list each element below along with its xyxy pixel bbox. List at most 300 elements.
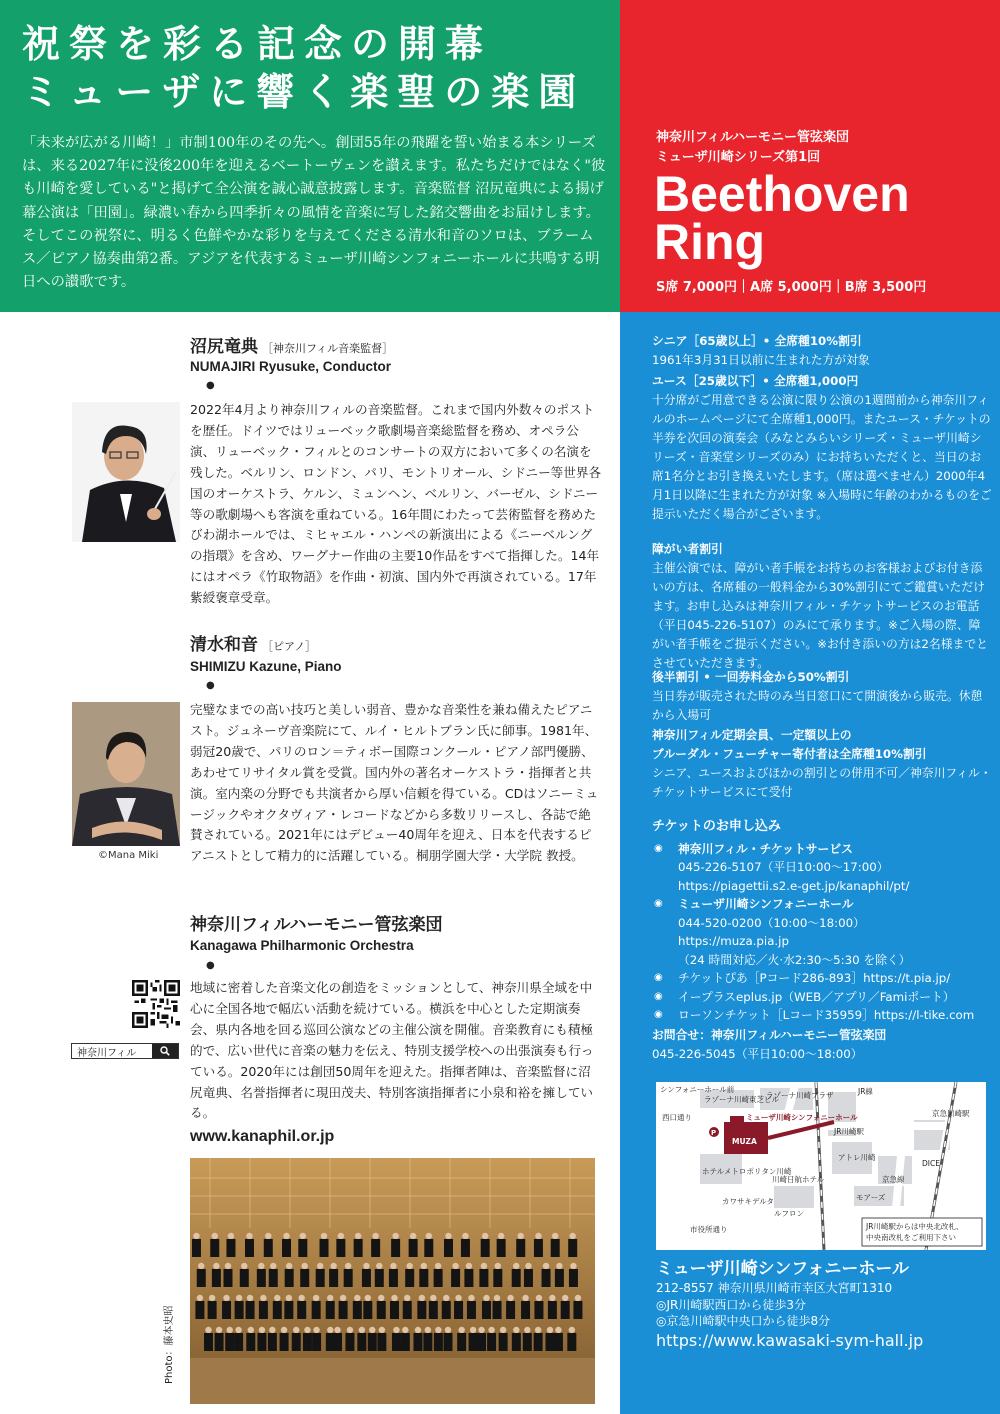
musician-figure <box>467 1301 476 1319</box>
map-label: 川崎日航ホテル <box>772 1175 825 1184</box>
musician-figure <box>248 1327 254 1333</box>
musician-figure <box>512 1333 521 1351</box>
musician-figure <box>354 1295 360 1301</box>
musician-figure <box>458 1327 464 1333</box>
musician-figure <box>197 1295 203 1301</box>
musician-figure <box>451 1269 460 1287</box>
musician-figure <box>234 1333 243 1351</box>
musician-figure <box>410 1233 416 1239</box>
musician-figure <box>321 1233 327 1239</box>
conductor-name-ja: 沼尻竜典 <box>190 337 258 357</box>
musician-figure <box>434 1269 443 1287</box>
musician-figure <box>457 1333 466 1351</box>
musician-figure <box>477 1333 486 1351</box>
musician-figure <box>444 1333 453 1351</box>
disability-discount <box>652 540 992 673</box>
musician-figure <box>334 1327 340 1333</box>
musician-figure <box>379 1327 385 1333</box>
musician-figure <box>247 1295 253 1301</box>
outlet-pia[interactable]: ◉ チケットぴあ［Pコード286-893］https://t.pia.jp/ <box>652 969 992 988</box>
musician-figure <box>313 1327 319 1333</box>
svg-text:P: P <box>711 1129 717 1137</box>
musician-figure <box>269 1327 275 1333</box>
musician-figure <box>500 1327 506 1333</box>
musician-figure <box>534 1301 543 1319</box>
venue-name: ミューザ川崎シンフォニーホール <box>656 1259 910 1279</box>
outlet-muza-note: （24 時間対応／火·水2:30〜5:30 を除く） <box>678 952 911 967</box>
map-note-line: 中央南改札をご利用下さい <box>866 1233 956 1242</box>
ticket-info-panel <box>620 312 1000 1414</box>
musician-figure <box>435 1263 441 1269</box>
outlet-kanaphil-url[interactable]: https://piagettii.s2.e-get.jp/kanaphil/pt/ <box>678 878 910 893</box>
musician-figure <box>259 1301 268 1319</box>
musician-figure <box>547 1327 553 1333</box>
orchestra-photo-credit: Photo：藤本史昭 <box>164 1305 175 1384</box>
musician-figure <box>257 1333 266 1351</box>
musician-figure <box>283 1233 289 1239</box>
concert-title-line-2: Ring <box>654 214 766 270</box>
musician-figure <box>470 1327 476 1333</box>
musician-figure <box>555 1327 561 1333</box>
musician-figure <box>506 1301 515 1319</box>
musician-figure <box>369 1327 375 1333</box>
musician-figure <box>390 1301 399 1319</box>
musician-figure <box>259 1327 265 1333</box>
musician-figure <box>405 1269 414 1287</box>
musician-figure <box>297 1301 306 1319</box>
musician-figure <box>274 1295 280 1301</box>
outlet-eplus[interactable]: ◉ イープラスeplus.jp（WEB／アプリ／Famiポート） <box>652 988 992 1007</box>
ticket-outlets <box>652 818 992 1025</box>
musician-figure <box>488 1327 494 1333</box>
musician-figure <box>392 1333 401 1351</box>
musician-figure <box>442 1301 451 1319</box>
member-discount-text: シニア、ユースおよびほかの割引との併用不可／神奈川フィル・チケットサービスにて受付 <box>652 766 992 799</box>
member-discount-title-2: ブルーダル・フューチャー寄付者は全席種10%割引 <box>652 747 927 761</box>
musician-figure <box>216 1327 222 1333</box>
late-entry-discount-title: 後半割引 • 一回券料金から50%割引 <box>652 670 850 684</box>
orchestra-website[interactable]: www.kanaphil.or.jp <box>190 1128 335 1145</box>
musician-figure <box>368 1333 377 1351</box>
musician-figure <box>543 1263 549 1269</box>
outlet-muza-url[interactable]: https://muza.pia.jp <box>678 934 789 948</box>
musician-figure <box>209 1295 215 1301</box>
musician-figure <box>524 1269 533 1287</box>
map-label: ミューザ川崎シンフォニーホール <box>746 1113 858 1122</box>
musician-figure <box>212 1233 218 1239</box>
musician-figure <box>498 1233 504 1239</box>
musician-figure <box>391 1295 397 1301</box>
late-entry-discount <box>652 668 992 725</box>
musician-figure <box>327 1327 333 1333</box>
musician-figure <box>363 1263 369 1269</box>
pianist-role: ［ピアノ］ <box>262 640 317 653</box>
musician-figure <box>376 1263 382 1269</box>
musician-figure <box>452 1263 458 1269</box>
musician-figure <box>245 1239 254 1257</box>
musician-figure <box>478 1327 484 1333</box>
musician-figure <box>434 1333 443 1351</box>
musician-figure <box>345 1263 351 1269</box>
musician-figure <box>377 1301 386 1319</box>
musician-figure <box>570 1263 576 1269</box>
ticket-outlets-title: チケットのお申し込み <box>652 819 781 834</box>
outlet-lawson[interactable]: ◉ ローソンチケット［Lコード35959］https://l-tike.com <box>652 1006 992 1025</box>
map-label: 西口通り <box>662 1113 692 1122</box>
musician-figure <box>303 1333 312 1351</box>
musician-figure <box>445 1233 451 1239</box>
musician-figure <box>524 1327 530 1333</box>
pianist-photo <box>72 702 180 846</box>
musician-figure <box>347 1327 353 1333</box>
musician-figure <box>286 1263 292 1269</box>
musician-figure <box>300 1269 309 1287</box>
musician-figure <box>195 1301 204 1319</box>
senior-discount <box>652 332 992 370</box>
musician-figure <box>338 1233 344 1239</box>
musician-figure <box>320 1239 329 1257</box>
musician-figure <box>549 1295 555 1301</box>
musician-figure <box>487 1333 496 1351</box>
outlet-kanaphil-tel[interactable]: 045-226-5107（平日10:00〜17:00） <box>678 860 889 874</box>
senior-discount-text: 1961年3月31日以前に生まれた方が対象 <box>652 353 870 367</box>
musician-figure <box>285 1269 294 1287</box>
musician-figure <box>522 1295 528 1301</box>
musician-figure <box>330 1263 336 1269</box>
pianist-bio: 完璧なまでの高い技巧と美しい弱音、豊かな音楽性を兼ね備えたピアニスト。ジュネーヴ音楽院にて、ルイ・ヒルトブラン氏に師事。1981年、弱冠20歳で、パリのロン＝ティボー国際コンクール・ピアノ部門優勝、あわせてリサイタル賞を受賞。国内外の著名オーケストラ・指揮者と共演。室内楽の分野でも共演者から厚い信頼を得ている。CDはソニーミュージックやオクタヴィア・レコードなどから多数リリースし、各誌で絶賛されている。2021年にはデビュー40周年を迎え、日本を代表するピアニストとして精力的に活躍している。桐朋学園大学・大学院 教授。 <box>190 702 599 864</box>
musician-figure <box>302 1263 308 1269</box>
outlet-kanaphil <box>652 840 992 896</box>
musician-figure <box>213 1263 219 1269</box>
conductor-role: ［神奈川フィル音楽監督］ <box>262 342 394 355</box>
musician-figure <box>518 1233 524 1239</box>
musician-figure <box>340 1295 346 1301</box>
musician-figure <box>421 1263 427 1269</box>
access-map <box>656 1082 986 1250</box>
bullet-icon: ● <box>206 680 215 691</box>
musician-figure <box>469 1333 478 1351</box>
musician-figure <box>304 1327 310 1333</box>
musician-figure <box>403 1301 412 1319</box>
musician-figure <box>241 1263 247 1269</box>
inquiries-tel[interactable]: 045-226-5045（平日10:00〜18:00） <box>652 1047 863 1061</box>
musician-figure <box>461 1239 470 1257</box>
musician-figure <box>208 1301 217 1319</box>
musician-figure <box>240 1269 249 1287</box>
pianist-name-en: SHIMIZU Kazune, Piano <box>190 659 342 674</box>
pianist-photo-credit: ©Mana Miki <box>98 850 159 861</box>
map-label: カワサキデルタ <box>722 1197 774 1206</box>
venue-url[interactable]: https://www.kawasaki-sym-hall.jp <box>656 1330 924 1350</box>
musician-figure <box>521 1301 530 1319</box>
musician-figure <box>246 1301 255 1319</box>
member-discount-title-1: 神奈川フィル定期会員、一定額以上の <box>652 728 852 742</box>
pianist-name <box>190 630 316 655</box>
musician-figure <box>281 1327 287 1333</box>
musician-figure <box>225 1263 231 1269</box>
musician-figure <box>415 1327 421 1333</box>
musician-figure <box>516 1239 525 1257</box>
musician-figure <box>198 1263 204 1269</box>
musician-figure <box>273 1301 282 1319</box>
orchestra-name: 神奈川フィルハーモニー管弦楽団 <box>190 915 443 935</box>
musician-figure <box>424 1239 433 1257</box>
musician-figure <box>401 1333 410 1351</box>
musician-figure <box>257 1269 266 1287</box>
musician-figure <box>326 1301 335 1319</box>
outlet-muza-name: ◉ ミューザ川崎シンフォニーホール <box>678 897 854 911</box>
inquiries <box>652 1026 886 1064</box>
musician-figure <box>444 1239 453 1257</box>
youth-discount-text: 十分席がご用意できる公演に限り公演の1週間前から神奈川フィルのホームページにて全席種1,000円。またユース・チケットの半券を次回の演奏会（みなとみらいシリーズ・ミューザ川崎シリーズ・音楽堂シリーズのみ）にお持ちいただくと、当日のお席1名分とお引き換えいたします。（席は選べません）2000年4月1日以降に生まれた方が対象 ※入場時に年齢のわかるものをご提示いただく場合がございます。 <box>652 393 992 521</box>
search-text: 神奈川フィル <box>77 1047 137 1059</box>
conductor-photo <box>72 402 180 542</box>
musician-figure <box>534 1333 543 1351</box>
musician-figure <box>542 1269 551 1287</box>
conductor-name-en: NUMAJIRI Ryusuke, Conductor <box>190 359 392 374</box>
musician-figure <box>344 1269 353 1287</box>
map-label: アトレ川崎 <box>838 1153 876 1162</box>
musician-figure <box>497 1239 506 1257</box>
musician-figure <box>555 1269 564 1287</box>
venue-access-keikyu: ◎京急川崎駅中央口から徒歩8分 <box>656 1314 831 1328</box>
musician-figure <box>393 1327 399 1333</box>
map-label: ホテルメトロポリタン川崎 <box>702 1167 792 1176</box>
map-note-line: JR川崎駅からは中央北改札、 <box>866 1222 964 1231</box>
intro-text: 「未来が広がる川崎！」市制100年のその先へ。創団55年の飛躍を誓い始まる本シリーズは、来る2027年に没後200年を迎えるベートーヴェンを讃えます。私たちだけではなく"彼も川崎を愛している"と掲げて全公演を誠心誠意披露します。音楽監督 沼尻竜典による揚げ幕公演は「田園」。緑濃い春から四季折々の風情を音楽に写した銘交響曲をお届けします。そしてこの祝祭に、明るく色鮮やかな彩りを与えてくださる清水和音のソロは、ブラームス／ピアノ協奏曲第2番。アジアを代表するミューザ川崎シンフォニーホールに共鳴する明日への讃歌です。 <box>22 135 606 291</box>
musician-figure <box>573 1301 582 1319</box>
musician-figure <box>312 1333 321 1351</box>
musician-figure <box>419 1269 428 1287</box>
musician-figure <box>270 1263 276 1269</box>
musician-figure <box>392 1233 398 1239</box>
bullet-icon: ● <box>206 380 215 391</box>
musician-figure <box>423 1333 432 1351</box>
musician-figure <box>435 1327 441 1333</box>
musician-figure <box>377 1333 386 1351</box>
musician-figure <box>466 1263 472 1269</box>
musician-figure <box>258 1263 264 1269</box>
musician-figure <box>426 1233 432 1239</box>
musician-figure <box>569 1269 578 1287</box>
musician-figure <box>493 1301 502 1319</box>
musician-figure <box>551 1239 560 1257</box>
map-label: JR線 <box>858 1087 873 1096</box>
musician-figure <box>298 1239 307 1257</box>
musician-figure <box>493 1269 502 1287</box>
musician-figure <box>570 1233 576 1239</box>
map-label: 京急川崎駅 <box>932 1109 970 1118</box>
musician-figure <box>425 1327 431 1333</box>
senior-discount-title: シニア［65歳以上］• 全席種10%割引 <box>652 334 862 348</box>
late-entry-discount-text: 当日券が販売された時のみ当日窓口にて開演後から販売。休憩から入場可 <box>652 689 983 722</box>
disability-discount-text: 主催公演では、障がい者手帳をお持ちのお客様およびお付き添いの方は、各席種の一般料金から30%割引にてご鑑賞いただけます。お申し込みは神奈川フィル・チケットサービスのお電話（平日045-226-5107）のみにて承ります。※ご入場の際、障がい者手帳をご提示ください。※お付き添いの方は2名様までとさせていただきます。 <box>652 561 988 670</box>
map-label: ラゾーナ川崎東芝ビル <box>704 1095 779 1104</box>
musician-figure <box>269 1269 278 1287</box>
musician-figure <box>536 1295 542 1301</box>
musician-figure <box>556 1263 562 1269</box>
youth-discount-title: ユース［25歳以下］• 全席種1,000円 <box>652 374 859 388</box>
musician-figure <box>300 1233 306 1239</box>
musician-figure <box>479 1269 488 1287</box>
musician-figure <box>212 1269 221 1287</box>
musician-figure <box>235 1327 241 1333</box>
musician-figure <box>390 1263 396 1269</box>
musician-figure <box>371 1239 380 1257</box>
hero-panel <box>0 0 620 312</box>
musician-figure <box>313 1295 319 1301</box>
search-icon[interactable] <box>152 1044 178 1058</box>
musician-figure <box>204 1333 213 1351</box>
youth-discount <box>652 372 992 524</box>
map-label: モアーズ <box>856 1193 886 1202</box>
musician-figure <box>430 1295 436 1301</box>
musician-figure <box>317 1263 323 1269</box>
musician-figure <box>406 1263 412 1269</box>
series-line: ミューザ川崎シリーズ第1回 <box>656 150 821 165</box>
musician-figure <box>534 1239 543 1257</box>
musician-figure <box>513 1263 519 1269</box>
pianist-name-ja: 清水和音 <box>190 635 258 655</box>
musician-figure <box>353 1301 362 1319</box>
musician-figure <box>336 1239 345 1257</box>
musician-figure <box>359 1327 365 1333</box>
concert-title <box>654 166 910 270</box>
musician-figure <box>365 1295 371 1301</box>
musician-figure <box>391 1239 400 1257</box>
musician-figure <box>462 1233 468 1239</box>
musician-figure <box>554 1333 563 1351</box>
musician-figure <box>482 1301 491 1319</box>
orchestra-name-en: Kanagawa Philharmonic Orchestra <box>190 938 414 953</box>
musician-figure <box>535 1233 541 1239</box>
headline <box>22 20 585 116</box>
outlet-muza <box>652 895 992 969</box>
musician-figure <box>264 1239 273 1257</box>
musician-figure <box>192 1239 201 1257</box>
musician-figure <box>481 1239 490 1257</box>
musician-figure <box>495 1263 501 1269</box>
musician-figure <box>362 1269 371 1287</box>
map-label: MUZA <box>732 1137 757 1146</box>
musician-figure <box>569 1327 575 1333</box>
musician-figure <box>286 1295 292 1301</box>
musician-figure <box>284 1301 293 1319</box>
disability-discount-title: 障がい者割引 <box>652 542 723 556</box>
musician-figure <box>235 1301 244 1319</box>
musician-figure <box>339 1301 348 1319</box>
musician-figure <box>372 1233 378 1239</box>
musician-figure <box>225 1333 234 1351</box>
orchestra-line: 神奈川フィルハーモニー管弦楽団 <box>656 130 850 145</box>
venue-access-jr: ◎JR川崎駅西口から徒歩3分 <box>656 1297 806 1312</box>
conductor-name <box>190 332 393 357</box>
musician-figure <box>265 1233 271 1239</box>
musician-figure <box>483 1295 489 1301</box>
ticket-prices: S席 7,000円｜A席 5,000円｜B席 3,500円 <box>656 280 927 295</box>
orchestra-bio: 地域に密着した音楽文化の創造をミッションとして、神奈川県全域を中心に全国各地で幅広い活動を続けている。横浜を中心とした定期演奏会、県内各地を回る巡回公演などの主催公演を開催。音楽教育にも積極的で、広い世代に音楽の魅力を伝え、特別支援学校への出張演奏も行っている。2020年には創団50周年を迎えた。指揮者陣は、音楽監督に沼尻竜典、名誉指揮者に現田茂夫、特別客演指揮者に小泉和裕を擁している。 <box>190 980 594 1121</box>
musician-figure <box>236 1295 242 1301</box>
musician-figure <box>298 1295 304 1301</box>
musician-figure <box>464 1269 473 1287</box>
map-label: シンフォニーホール前 <box>660 1085 735 1094</box>
musician-figure <box>413 1333 422 1351</box>
map-label: DICE <box>922 1159 940 1168</box>
musician-figure <box>419 1295 425 1301</box>
map-label: 市役所通り <box>690 1225 728 1234</box>
map-label: JR川崎駅 <box>834 1127 864 1136</box>
musician-figure <box>375 1269 384 1287</box>
musician-figure <box>417 1301 426 1319</box>
musician-figure <box>389 1269 398 1287</box>
musician-figure <box>260 1295 266 1301</box>
musician-figure <box>494 1295 500 1301</box>
musician-figure <box>329 1269 338 1287</box>
concert-title-panel <box>620 0 1000 312</box>
bullet-icon: ● <box>206 960 215 971</box>
qr-code-icon[interactable] <box>132 980 180 1028</box>
outlet-kanaphil-name: ◉ 神奈川フィル・チケットサービス <box>678 841 853 856</box>
musician-figure <box>228 1233 234 1239</box>
map-label: ラゾーナ川崎プラザ <box>766 1091 834 1100</box>
musician-figure <box>568 1239 577 1257</box>
musician-figure <box>357 1333 366 1351</box>
concert-title-line-1: Beethoven <box>654 166 910 222</box>
musician-figure <box>535 1327 541 1333</box>
series-label <box>656 128 849 168</box>
musician-figure <box>548 1301 557 1319</box>
musician-figure <box>552 1233 558 1239</box>
musician-figure <box>499 1333 508 1351</box>
musician-figure <box>345 1333 354 1351</box>
musician-figure <box>409 1239 418 1257</box>
musician-figure <box>205 1327 211 1333</box>
venue-address: 212-8557 神奈川県川崎市幸区大宮町1310 <box>656 1281 893 1295</box>
headline-line-2: ミューザに響く楽聖の楽園 <box>22 69 586 114</box>
musician-figure <box>481 1263 487 1269</box>
musician-figure <box>292 1333 301 1351</box>
musician-figure <box>280 1333 289 1351</box>
musician-figure <box>210 1239 219 1257</box>
musician-figure <box>404 1295 410 1301</box>
musician-figure <box>222 1301 231 1319</box>
venue-info <box>656 1258 996 1352</box>
orchestra-photo <box>190 1158 595 1404</box>
musician-figure <box>327 1295 333 1301</box>
musician-figure <box>512 1269 521 1287</box>
musician-figure <box>197 1269 206 1287</box>
musician-figure <box>445 1327 451 1333</box>
musician-figure <box>223 1295 229 1301</box>
musician-figure <box>575 1295 581 1301</box>
outlet-muza-tel[interactable]: 044-520-0200（10:00〜18:00） <box>678 915 865 930</box>
musician-figure <box>223 1269 232 1287</box>
musician-figure <box>513 1327 519 1333</box>
musician-figure <box>355 1233 361 1239</box>
musician-figure <box>454 1301 463 1319</box>
musician-figure <box>293 1327 299 1333</box>
map-label: 京急線 <box>882 1175 905 1184</box>
musician-figure <box>226 1239 235 1257</box>
musician-figure <box>246 1333 255 1351</box>
musician-figure <box>227 1327 233 1333</box>
inquiries-title: お問合せ：神奈川フィルハーモニー管弦楽団 <box>652 1028 887 1042</box>
musician-figure <box>378 1295 384 1301</box>
search-box[interactable] <box>71 1043 179 1059</box>
musician-figure <box>429 1301 438 1319</box>
musician-figure <box>525 1263 531 1269</box>
member-discount <box>652 726 992 802</box>
